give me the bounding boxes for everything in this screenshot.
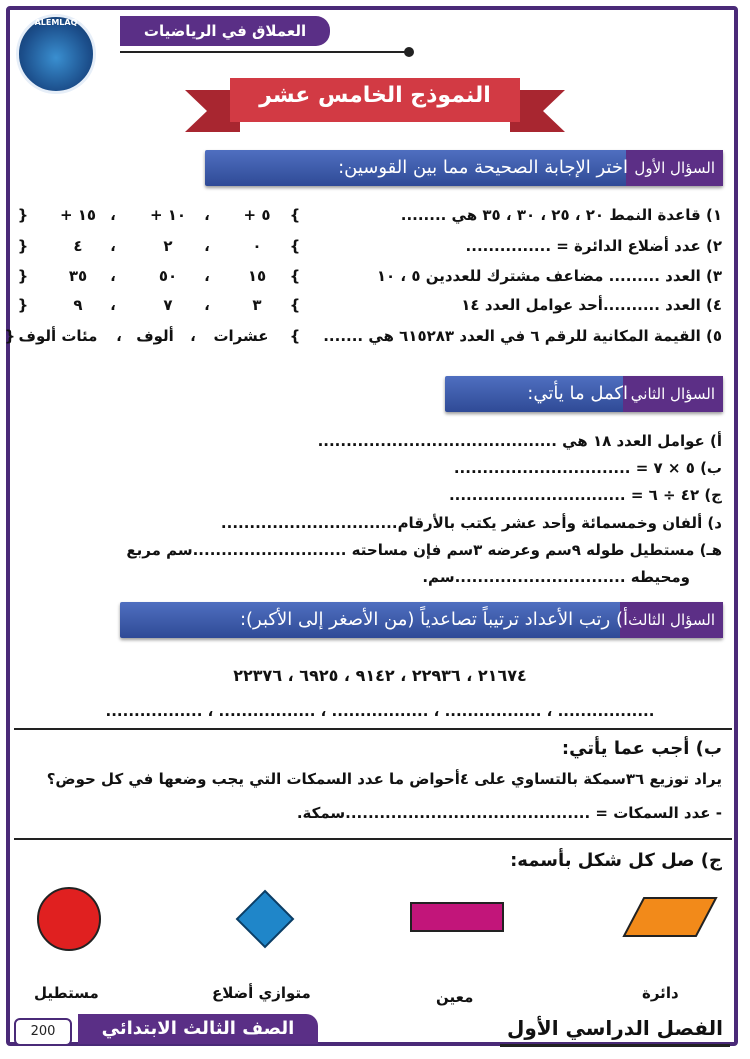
q1-option: ٠ (252, 237, 262, 255)
q1-option: ، (190, 327, 196, 345)
q1-option: ١٥ (247, 267, 267, 285)
q1-option: ٣٥ (68, 267, 88, 285)
grade-label: الصف الثالث الابتدائي (78, 1014, 318, 1044)
term-label: الفصل الدراسي الأول (500, 1012, 730, 1047)
q1-label: السؤال الأول (626, 150, 723, 186)
rhombus-shape (234, 888, 296, 950)
q2-instruction: اكمل ما يأتي: (527, 383, 628, 404)
q1-option: ٣ (252, 296, 262, 314)
q1-option: { (289, 267, 301, 285)
q1-item-text: ٢) عدد أضلاع الدائرة = ............... (465, 237, 722, 255)
q1-item-text: ٥) القيمة المكانية للرقم ٦ في العدد ٦١٥٢٨٣ هي ....... (323, 327, 722, 345)
q1-option: ٥٠ (158, 267, 178, 285)
shape-name-circle: دائرة (642, 984, 679, 1002)
header-divider (120, 51, 410, 53)
q1-option: ، (110, 267, 116, 285)
q1-option: ، (204, 296, 210, 314)
page-number: 200 (14, 1018, 72, 1046)
q1-option: { (289, 296, 301, 314)
header-dot (404, 47, 414, 57)
q1-option: ، (204, 206, 210, 224)
q1-item-text: ٣) العدد ......... مضاعف مشترك للعددين ٥ ، ١٠ (376, 267, 722, 285)
q1-option: } (17, 296, 29, 314)
series-title: العملاق في الرياضيات (120, 16, 330, 46)
q3-answer-line: ................. ، ................. ، ................. ، ................. ، ................. (105, 702, 655, 720)
q1-option: ٩ (73, 296, 83, 314)
q1-option: } (17, 267, 29, 285)
rectangle-shape (410, 902, 504, 932)
q1-option: مئات ألوف (18, 327, 98, 345)
shape-name-rectangle: مستطيل (34, 984, 99, 1002)
q3b-title: ب) أجب عما يأتي: (561, 738, 722, 759)
q1-option: { (289, 237, 301, 255)
q1-option: ٧ (163, 296, 173, 314)
q3c-title: ج) صل كل شكل بأسمه: (510, 850, 722, 871)
q1-item-text: ٤) العدد ..........أحد عوامل العدد ١٤ (461, 296, 722, 314)
q1-option: ، (204, 267, 210, 285)
circle-shape (34, 884, 104, 954)
q2-item: ب) ٥ × ٧ = ............................... (453, 459, 722, 477)
q2-item: أ) عوامل العدد ١٨ هي .......................................... (317, 432, 722, 450)
q2-item: د) ألفان وخمسمائة وأحد عشر يكتب بالأرقام............................... (220, 514, 722, 532)
q1-option: + ٥ (243, 206, 271, 224)
q1-option: ، (110, 206, 116, 224)
divider-2 (14, 838, 732, 840)
shape-name-rhombus: معين (436, 988, 474, 1006)
q1-option: { (289, 327, 301, 345)
q3-header (120, 602, 723, 638)
q1-option: ٤ (73, 237, 83, 255)
logo-text: ALEMLAQ (34, 18, 78, 27)
q2-header (445, 376, 723, 412)
q1-header (205, 150, 723, 186)
q1-option: ٢ (163, 237, 173, 255)
q3b-answer: - عدد السمكات = ...........................................سمكة. (296, 804, 722, 822)
q2-label: السؤال الثاني (623, 376, 723, 412)
q1-option: ، (116, 327, 122, 345)
q3-label: السؤال الثالث (620, 602, 723, 638)
q1-option: ، (204, 237, 210, 255)
q2-item: هـ) مستطيل طوله ٩سم وعرضه ٣سم فإن مساحته ...........................سم مربع (126, 541, 722, 559)
q1-item-text: ١) قاعدة النمط ٢٠ ، ٢٥ ، ٣٠ ، ٣٥ هي ........ (400, 206, 722, 224)
q1-option: } (4, 327, 16, 345)
q1-option: ، (110, 237, 116, 255)
q1-option: ألوف (136, 327, 174, 345)
q3-numbers: ٢١٦٧٤ ، ٢٢٩٣٦ ، ٩١٤٢ ، ٦٩٢٥ ، ٢٢٣٧٦ (233, 666, 527, 685)
q1-instruction: اختر الإجابة الصحيحة مما بين القوسين: (338, 157, 628, 178)
q2-item: ومحيطه ..............................سم. (422, 568, 690, 586)
q1-option: ، (110, 296, 116, 314)
q1-option: } (17, 237, 29, 255)
model-title: النموذج الخامس عشر (259, 83, 491, 108)
q1-option: } (17, 206, 29, 224)
shape-name-parallelogram: متوازي أضلاع (212, 984, 311, 1002)
parallelogram-shape (622, 896, 718, 938)
q1-option: عشرات (213, 327, 269, 345)
q2-item: ج) ٤٢ ÷ ٦ = ............................... (448, 486, 722, 504)
q3b-question: يراد توزيع ٣٦سمكة بالتساوي على ٤أحواض ما عدد السمكات التي يجب وضعها في كل حوض؟ (46, 770, 722, 788)
q1-option: { (289, 206, 301, 224)
q1-option: + ١٥ (59, 206, 97, 224)
q3-instruction: أ) رتب الأعداد ترتيباً تصاعدياً (من الأصغر إلى الأكبر): (239, 609, 628, 630)
divider-1 (14, 728, 732, 730)
q1-option: + ١٠ (149, 206, 187, 224)
